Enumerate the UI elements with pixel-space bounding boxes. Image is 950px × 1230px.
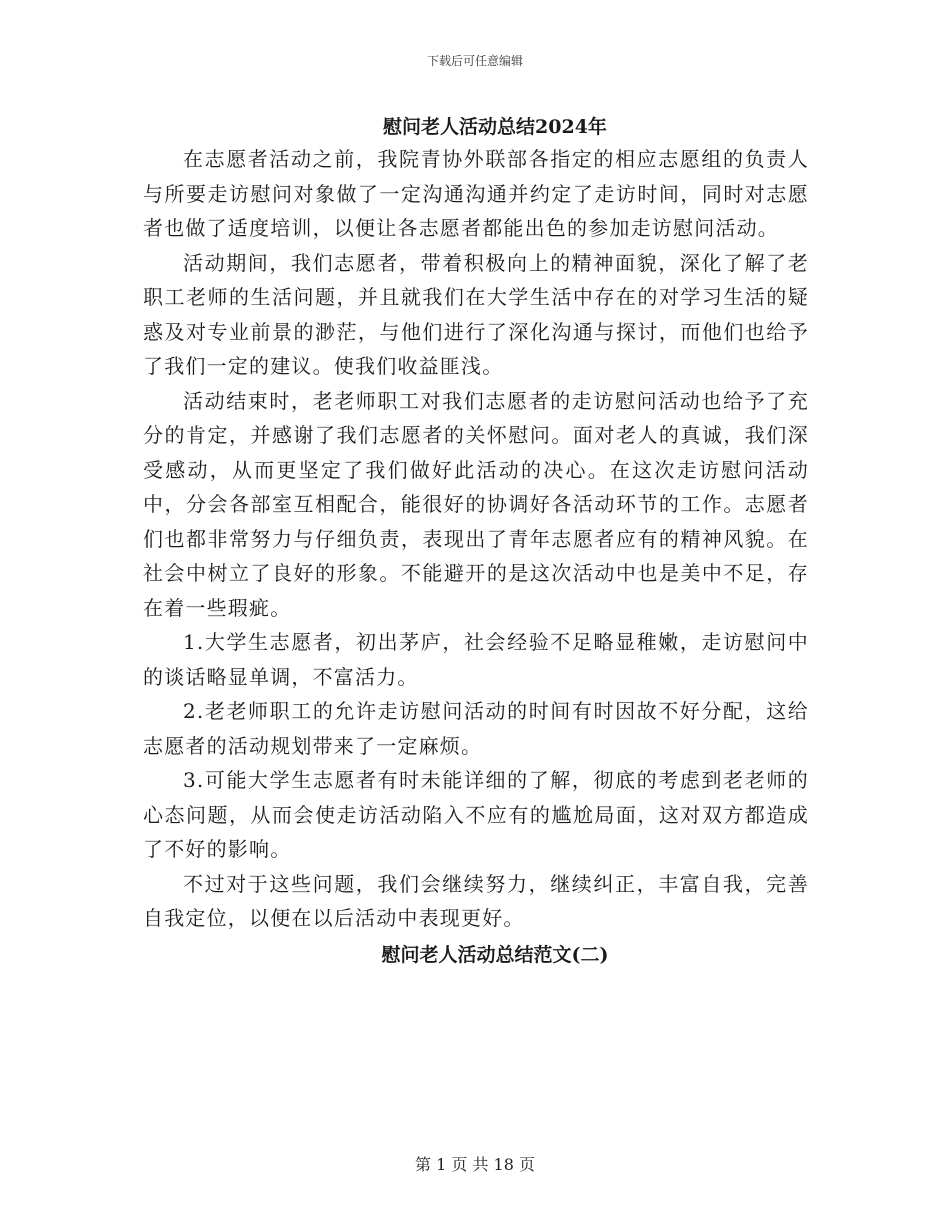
paragraph-activity-end: 活动结束时，老老师职工对我们志愿者的走访慰问活动也给予了充分的肯定，并感谢了我们志愿者的关怀慰问。面对老人的真诚，我们深受感动，从而更坚定了我们做好此活动的决心。在这次走访慰问活动中，分会各部室互相配合，能很好的协调好各活动环节的工作。志愿者们也都非常努力与仔细负责，表现出了青年志愿者应有的精神风貌。在社会中树立了良好的形象。不能避开的是这次活动中也是美中不足，存在着一些瑕疵。 xyxy=(143,388,809,620)
list-item-issue-2: 2.老老师职工的允许走访慰问活动的时间有时因故不好分配，这给志愿者的活动规划带来了一定麻烦。 xyxy=(143,699,809,758)
list-item-issue-3: 3.可能大学生志愿者有时未能详细的了解，彻底的考虑到老老师的心态问题，从而会使走访活动陷入不应有的尴尬局面，这对双方都造成了不好的影响。 xyxy=(143,768,809,861)
paragraph-conclusion: 不过对于这些问题，我们会继续努力，继续纠正，丰富自我，完善自我定位，以便在以后活动中表现更好。 xyxy=(143,871,809,930)
document-title: 慰问老人活动总结2024年 xyxy=(383,116,607,138)
paragraph-intro: 在志愿者活动之前，我院青协外联部各指定的相应志愿组的负责人与所要走访慰问对象做了一定沟通沟通并约定了走访时间，同时对志愿者也做了适度培训，以便让各志愿者都能出色的参加走访慰问活动。 xyxy=(143,147,809,240)
document-body xyxy=(143,112,809,970)
page-number: 第 1 页 共 18 页 xyxy=(415,1155,535,1174)
list-item-issue-1: 1.大学生志愿者，初出茅庐，社会经验不足略显稚嫩，走访慰问中的谈话略显单调，不富活力。 xyxy=(143,630,809,689)
header-note: 下载后可任意编辑 xyxy=(426,54,523,68)
section-title: 慰问老人活动总结范文(二) xyxy=(381,943,609,966)
paragraph-activity-period: 活动期间，我们志愿者，带着积极向上的精神面貌，深化了解了老职工老师的生活问题，并且就我们在大学生活中存在的对学习生活的疑惑及对专业前景的渺茫，与他们进行了深化沟通与探讨，而他们也给予了我们一定的建议。使我们收益匪浅。 xyxy=(143,250,809,378)
